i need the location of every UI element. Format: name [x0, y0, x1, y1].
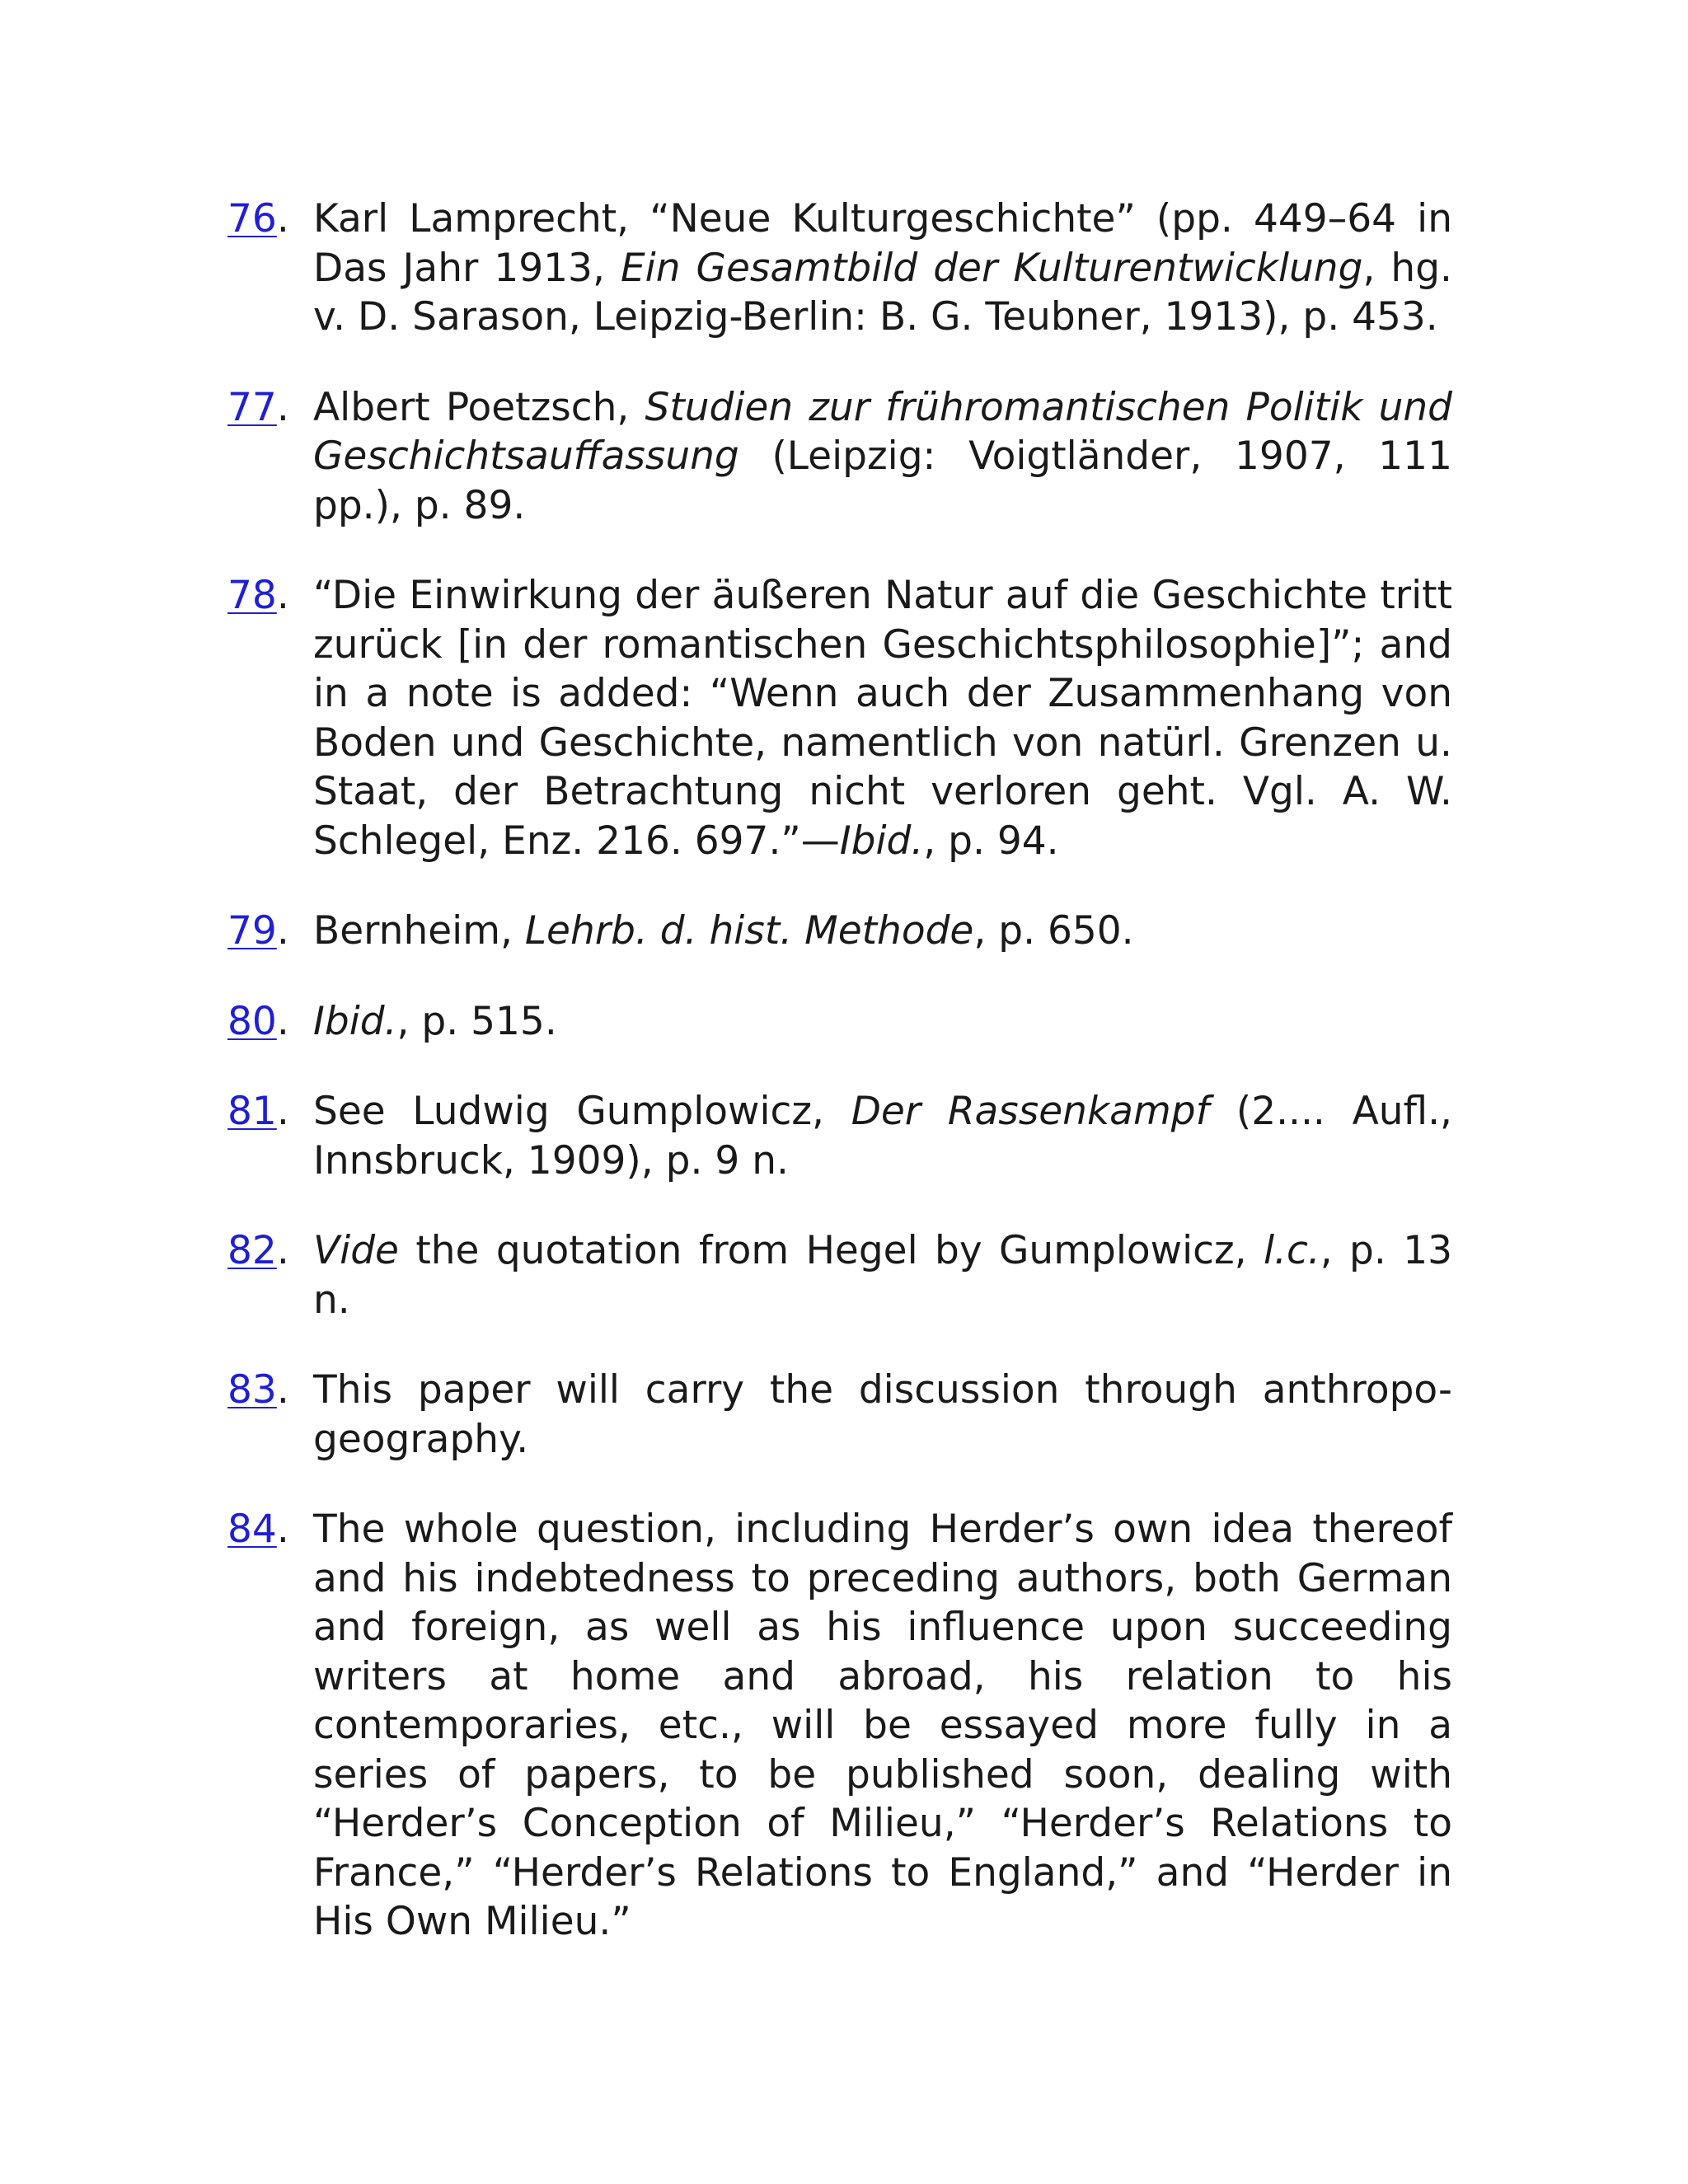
italic-title: Ein Gesamtbild der Kulturentwicklung	[620, 245, 1363, 291]
text-segment: the quotation from Hegel by Gumplowicz,	[398, 1228, 1264, 1273]
footnote-number-period: .	[276, 1228, 289, 1273]
footnote-text	[313, 1226, 1452, 1324]
italic-title: Lehrb. d. hist. Methode	[524, 908, 974, 954]
italic-title: l.c.	[1263, 1228, 1320, 1273]
footnote-backlink[interactable]: 77	[227, 384, 277, 430]
footnote-79	[227, 907, 1452, 956]
footnote-backlink[interactable]: 84	[227, 1507, 277, 1552]
text-segment: , p. 650.	[973, 908, 1134, 954]
footnote-76	[227, 194, 1452, 342]
footnote-backlink[interactable]: 82	[227, 1228, 277, 1273]
footnote-81	[227, 1087, 1452, 1185]
text-segment: Karl Lamprecht, “Neue Kulturgeschichte” (pp. 449–64 in Das Jahr 1913,	[313, 196, 1452, 291]
text-segment: , p. 13 n.	[313, 1228, 1452, 1323]
footnote-backlink[interactable]: 81	[227, 1089, 277, 1134]
text-segment: , p. 515.	[396, 998, 557, 1044]
text-segment: , p. 94.	[923, 818, 1059, 864]
text-segment: (Leipzig: Voigtländer, 1907, 111 pp.), p. 89.	[313, 434, 1452, 528]
italic-title: Ibid.	[313, 998, 397, 1044]
footnote-84	[227, 1505, 1452, 1947]
italic-title: Vide	[313, 1228, 399, 1273]
footnote-number-period: .	[276, 1089, 289, 1134]
footnote-number-period: .	[276, 908, 289, 954]
footnote-78	[227, 571, 1452, 865]
footnote-number-period: .	[276, 384, 289, 430]
footnote-backlink[interactable]: 83	[227, 1367, 277, 1413]
footnote-text	[313, 997, 1452, 1047]
footnote-text	[313, 1087, 1452, 1185]
text-segment: (2.... Aufl., Innsbruck, 1909), p. 9 n.	[313, 1089, 1452, 1183]
text-segment: “Die Einwirkung der äußeren Natur auf die Geschichte tritt zurück [in der romantischen Geschichtsphilosophie]”; and in a note is added: “Wenn auch der Zusammenhang von Boden und Geschichte, namentlich von natürl. Grenzen u. Staat, der Betrachtung nicht verloren geht. Vgl. A. W. Schlegel, Enz. 216. 697.”—	[313, 573, 1452, 864]
footnote-backlink[interactable]: 76	[227, 196, 277, 241]
footnote-number	[227, 1226, 313, 1276]
footnote-backlink[interactable]: 79	[227, 908, 277, 954]
footnote-82	[227, 1226, 1452, 1324]
footnote-80	[227, 997, 1452, 1047]
footnote-text	[313, 383, 1452, 531]
footnote-number-period: .	[276, 1507, 289, 1552]
text-segment: Bernheim,	[313, 908, 525, 954]
footnote-text	[313, 571, 1452, 865]
footnote-number-period: .	[276, 573, 289, 618]
text-segment: The whole question, including Herder’s own idea thereof and his indebtedness to preceding authors, both German and foreign, as well as his influence upon succeeding writers at home and abroad, his relation to his contemporaries, etc., will be essayed more fully in a series of papers, to be published soon, dealing with “Herder’s Conception of Milieu,” “Herder’s Relations to France,” “Herder’s Relations to England,” and “Herder in His Own Milieu.”	[313, 1507, 1452, 1944]
footnote-number-period: .	[276, 1367, 289, 1413]
text-segment: , hg. v. D. Sarason, Leipzig-Berlin: B. G. Teubner, 1913), p. 453.	[313, 245, 1452, 340]
footnote-83	[227, 1366, 1452, 1464]
footnote-number-period: .	[276, 196, 289, 241]
footnote-number	[227, 1087, 313, 1137]
footnote-backlink[interactable]: 80	[227, 998, 277, 1044]
text-segment: This paper will carry the discussion through anthropo-geography.	[313, 1367, 1452, 1462]
footnote-text	[313, 1366, 1452, 1464]
text-segment: Albert Poetzsch,	[313, 384, 645, 430]
italic-title: Ibid.	[839, 818, 924, 864]
footnote-number-period: .	[276, 998, 289, 1044]
italic-title: Der Rassenkampf	[851, 1089, 1210, 1134]
footnotes-list	[227, 194, 1452, 1988]
italic-title: Studien zur frühromantischen Politik und Geschichtsauffassung	[313, 384, 1452, 479]
footnote-text	[313, 907, 1452, 956]
footnote-number	[227, 1505, 313, 1554]
footnote-text	[313, 194, 1452, 342]
footnote-number	[227, 997, 313, 1047]
footnote-number	[227, 907, 313, 956]
text-segment: See Ludwig Gumplowicz,	[313, 1089, 851, 1134]
footnote-number	[227, 1366, 313, 1415]
footnote-backlink[interactable]: 78	[227, 573, 277, 618]
footnote-number	[227, 194, 313, 244]
footnote-number	[227, 383, 313, 433]
footnote-text	[313, 1505, 1452, 1947]
footnote-77	[227, 383, 1452, 531]
footnote-number	[227, 571, 313, 621]
